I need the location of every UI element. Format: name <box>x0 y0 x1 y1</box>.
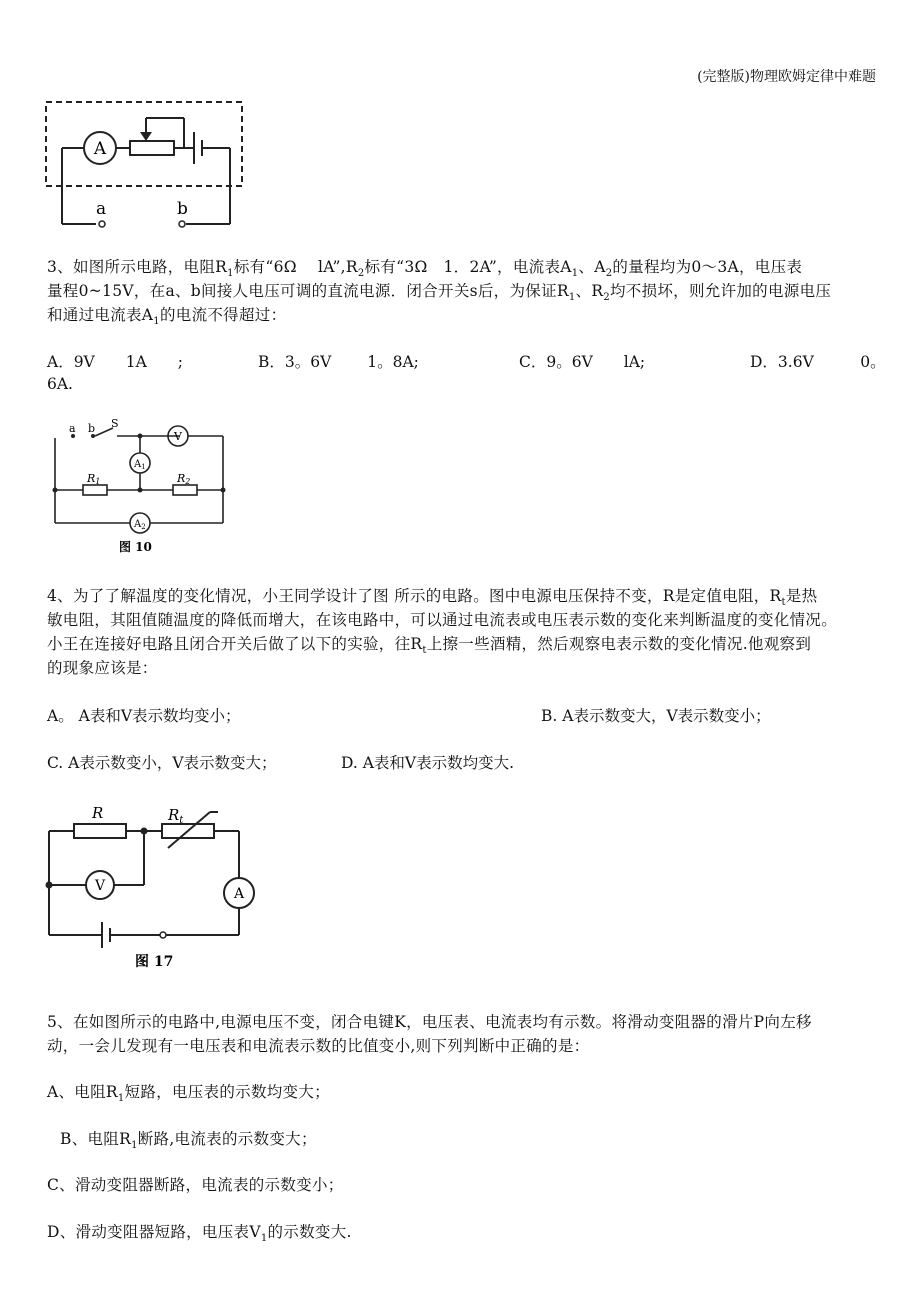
terminal-b-label: b <box>177 199 188 219</box>
q5-option-d: D、滑动变阻器短路，电压表$V_1$的示数变大. <box>47 1223 352 1245</box>
q4-line-4: 的现象应该是： <box>47 659 158 677</box>
q3-option-c: C．9。6V lA; <box>519 353 646 371</box>
svg-text:R: R <box>92 804 104 822</box>
q5-option-c: C、滑动变阻器断路，电流表的示数变小； <box>47 1176 344 1194</box>
svg-text:A: A <box>233 886 245 902</box>
q4-option-c: C. A表示数变小，V表示数变大； <box>47 754 277 772</box>
q3-option-a: A．9V 1A ; <box>47 353 184 371</box>
svg-text:R1: R1 <box>87 472 101 486</box>
svg-text:图 17: 图 17 <box>135 954 174 970</box>
q4-line-1: 4、为了了解温度的变化情况，小王同学设计了图 所示的电路。图中电源电压保持不变，R是定值电阻，$R_t$是热 <box>47 587 818 609</box>
ammeter-label: A <box>93 139 107 159</box>
svg-text:b: b <box>88 422 96 435</box>
q5-line-1: 5、在如图所示的电路中,电源电压不变，闭合电键K，电压表、电流表均有示数。将滑动变阻器的滑片P向左移 <box>47 1013 812 1031</box>
q3-line-1: 3、如图所示电路，电阻$R_1$标有“6Ω $lA”,R_2$标有“3Ω 1．2A”，电流表$A_1$、$A_2$的量程均为0～3A，电压表 <box>47 258 803 280</box>
q5-option-b: B、电阻$R_1$断路,电流表的示数变大； <box>60 1130 317 1152</box>
q4-option-b: B. A表示数变大，V表示数变小； <box>541 707 771 725</box>
q4-option-d: D. A表和V表示数均变大. <box>341 754 515 772</box>
q4-option-a: A。 A表和V表示数均变小； <box>47 707 241 725</box>
svg-text:a: a <box>69 422 76 435</box>
svg-text:R2: R2 <box>177 472 191 486</box>
q3-line-2: 量程0~15V，在a、b间接人电压可调的直流电源．闭合开关s后，为保证$R_1$、$R_2$均不损坏，则允许加的电源电压 <box>47 282 832 304</box>
top-circuit-figure <box>40 96 250 236</box>
q3-line-3: 和通过电流表$A_1$的电流不得超过： <box>47 306 287 328</box>
svg-text:S: S <box>111 418 119 430</box>
svg-text:A2: $A_2$ <box>134 519 146 531</box>
q4-line-2: 敏电阻，其阻值随温度的降低而增大，在该电路中，可以通过电流表或电压表示数的变化来判断温度的变化情况。 <box>47 611 838 629</box>
q3-option-b: B．3。6V 1。8A; <box>258 353 419 371</box>
page-header: (完整版)物理欧姆定律中难题 <box>697 69 876 85</box>
q5-line-2: 动，一会儿发现有一电压表和电流表示数的比值变小,则下列判断中正确的是： <box>47 1037 590 1055</box>
figure-10-circuit <box>45 418 235 558</box>
q4-line-3: 小王在连接好电路且闭合开关后做了以下的实验，往$R_t$上擦一些酒精，然后观察电表示数的变化情况.他观察到 <box>47 635 812 657</box>
svg-text:V: V <box>94 878 106 894</box>
svg-text:Rt: $R_t$ <box>168 806 184 826</box>
svg-text:A1: $A_1$ <box>134 459 146 471</box>
q5-option-a: A、电阻$R_1$短路，电压表的示数均变大； <box>47 1083 330 1105</box>
svg-text:图 10: 图 10 <box>119 540 152 554</box>
figure-17-circuit <box>40 798 260 973</box>
q3-option-d: D．3.6V 0。 <box>750 353 886 371</box>
svg-text:V: V <box>174 430 182 443</box>
q3-option-d-continued: 6A. <box>47 375 73 393</box>
terminal-a-label: a <box>96 199 107 219</box>
